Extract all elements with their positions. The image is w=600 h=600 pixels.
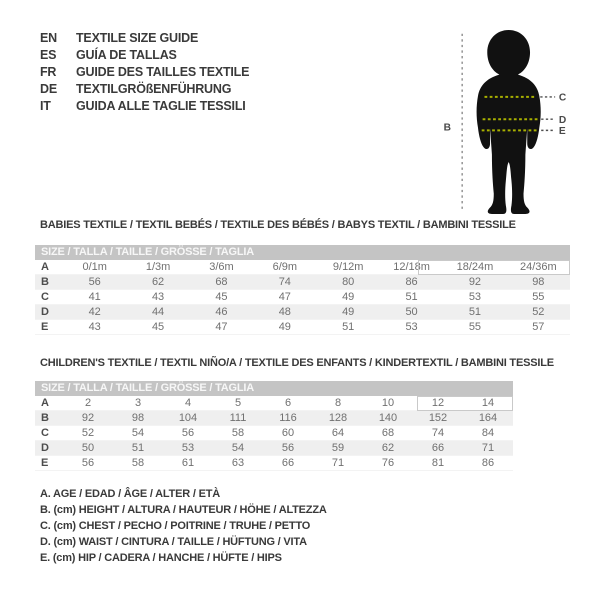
language-code: IT <box>40 99 51 113</box>
size-table-row-e <box>35 456 513 471</box>
size-table-row-d <box>35 441 513 456</box>
size-value-cell: 43 <box>151 291 165 303</box>
size-value-cell: 9/12m <box>332 261 364 273</box>
size-value-cell: 164 <box>478 412 498 424</box>
children-size-table <box>35 381 513 471</box>
size-value-cell: 56 <box>88 276 101 288</box>
size-value-cell: 12/18m <box>393 261 430 273</box>
language-row <box>40 30 249 47</box>
legend-line: E. (cm) HIP / CADERA / HANCHE / HÜFTE / HIPS <box>40 552 282 564</box>
size-value-cell: 49 <box>278 321 291 333</box>
size-value-cell: 0/1m <box>82 261 107 273</box>
size-value-cell: 86 <box>405 276 418 288</box>
language-row <box>40 64 249 81</box>
size-value-cell: 51 <box>405 291 418 303</box>
language-guide-title: GUÍA DE TALLAS <box>76 48 177 62</box>
size-value-cell: 71 <box>331 457 345 469</box>
row-label: D <box>41 306 49 318</box>
children-size-header-bar: SIZE / TALLA / TAILLE / GRÖSSE / TAGLIA <box>35 381 513 396</box>
language-guide-title: GUIDE DES TAILLES TEXTILE <box>76 65 250 79</box>
language-row <box>40 47 249 64</box>
size-value-cell: 54 <box>131 427 145 439</box>
size-value-cell: 62 <box>151 276 165 288</box>
language-row <box>40 81 249 98</box>
size-value-cell: 45 <box>151 321 165 333</box>
size-value-cell: 58 <box>231 427 245 439</box>
size-table-row-b <box>35 275 570 290</box>
size-value-cell: 12 <box>431 397 445 409</box>
size-value-cell: 44 <box>151 306 165 318</box>
babies-size-table <box>35 245 570 335</box>
size-value-cell: 45 <box>215 291 228 303</box>
language-code: EN <box>40 31 57 45</box>
child-silhouette <box>477 30 541 214</box>
size-value-cell: 68 <box>381 427 395 439</box>
row-label: C <box>41 291 49 303</box>
size-value-cell: 98 <box>532 276 545 288</box>
size-value-cell: 47 <box>215 321 228 333</box>
size-table-row-a <box>35 260 570 275</box>
language-guide-title: TEXTILGRÖßENFÜHRUNG <box>76 82 232 96</box>
size-value-cell: 58 <box>131 457 145 469</box>
row-label: B <box>41 276 49 288</box>
size-value-cell: 47 <box>278 291 291 303</box>
size-value-cell: 3 <box>134 397 142 409</box>
size-value-cell: 92 <box>81 412 95 424</box>
size-value-cell: 84 <box>481 427 495 439</box>
size-value-cell: 86 <box>481 457 495 469</box>
size-value-cell: 50 <box>81 442 95 454</box>
row-label: D <box>41 442 49 454</box>
babies-size-header-bar: SIZE / TALLA / TAILLE / GRÖSSE / TAGLIA <box>35 245 570 260</box>
size-value-cell: 128 <box>328 412 348 424</box>
size-value-cell: 10 <box>381 397 395 409</box>
size-value-cell: 2 <box>84 397 92 409</box>
size-value-cell: 116 <box>279 412 297 424</box>
size-value-cell: 51 <box>131 442 145 454</box>
size-value-cell: 43 <box>88 321 101 333</box>
size-value-cell: 92 <box>468 276 482 288</box>
language-guide-title: TEXTILE SIZE GUIDE <box>76 31 199 45</box>
size-value-cell: 42 <box>88 306 101 318</box>
language-guide-title: GUIDA ALLE TAGLIE TESSILI <box>76 99 246 113</box>
size-value-cell: 41 <box>88 291 101 303</box>
hip-label: E <box>558 126 566 138</box>
size-value-cell: 49 <box>342 291 355 303</box>
size-value-cell: 4 <box>184 397 192 409</box>
size-value-cell: 111 <box>229 412 247 424</box>
size-table-row-e <box>35 320 570 335</box>
size-table-row-d <box>35 305 570 320</box>
size-value-cell: 68 <box>215 276 228 288</box>
size-value-cell: 56 <box>181 427 195 439</box>
size-value-cell: 140 <box>378 412 398 424</box>
size-value-cell: 59 <box>331 442 345 454</box>
size-value-cell: 66 <box>281 457 295 469</box>
size-value-cell: 56 <box>81 457 95 469</box>
row-label: E <box>41 321 49 333</box>
size-value-cell: 55 <box>532 291 545 303</box>
size-value-cell: 63 <box>231 457 245 469</box>
size-value-cell: 46 <box>215 306 228 318</box>
row-label: C <box>41 427 49 439</box>
size-table-row-c <box>35 290 570 305</box>
size-value-cell: 61 <box>181 457 195 469</box>
chest-label: C <box>558 92 567 104</box>
language-code: FR <box>40 65 57 79</box>
babies-section-title: BABIES TEXTILE / TEXTIL BEBÉS / TEXTILE DES BÉBÉS / BABYS TEXTIL / BAMBINI TESSILE <box>40 219 516 231</box>
legend-line: D. (cm) WAIST / CINTURA / TAILLE / HÜFTUNG / VITA <box>40 536 307 548</box>
size-value-cell: 14 <box>481 397 495 409</box>
legend-line: A. AGE / EDAD / ÂGE / ALTER / ETÀ <box>40 488 221 500</box>
size-value-cell: 52 <box>532 306 545 318</box>
height-label: B <box>443 122 451 134</box>
size-value-cell: 80 <box>342 276 355 288</box>
language-code: DE <box>40 82 57 96</box>
children-section-title: CHILDREN'S TEXTILE / TEXTIL NIÑO/A / TEXTILE DES ENFANTS / KINDERTEXTIL / BAMBINI TESSILE <box>40 357 554 369</box>
size-value-cell: 54 <box>231 442 245 454</box>
size-value-cell: 74 <box>278 276 291 288</box>
size-value-cell: 98 <box>131 412 145 424</box>
language-row <box>40 98 249 115</box>
size-value-cell: 24/36m <box>519 261 557 273</box>
size-value-cell: 66 <box>431 442 445 454</box>
children-table <box>35 396 513 471</box>
size-value-cell: 50 <box>405 306 418 318</box>
size-value-cell: 52 <box>81 427 95 439</box>
language-code: ES <box>40 48 57 62</box>
language-list <box>40 30 249 115</box>
size-value-cell: 53 <box>468 291 482 303</box>
row-label: E <box>41 457 49 469</box>
size-value-cell: 5 <box>234 397 242 409</box>
size-value-cell: 51 <box>468 306 482 318</box>
size-value-cell: 152 <box>428 412 448 424</box>
waist-label: D <box>558 114 567 126</box>
child-measurement-figure <box>438 24 570 220</box>
measurement-legend <box>40 486 327 566</box>
size-value-cell: 64 <box>331 427 345 439</box>
size-value-cell: 104 <box>178 412 198 424</box>
size-value-cell: 48 <box>278 306 291 318</box>
size-value-cell: 71 <box>481 442 495 454</box>
size-value-cell: 18/24m <box>456 261 494 273</box>
size-value-cell: 8 <box>334 397 342 409</box>
legend-line: C. (cm) CHEST / PECHO / POITRINE / TRUHE / PETTO <box>40 520 311 532</box>
size-value-cell: 51 <box>342 321 355 333</box>
size-value-cell: 53 <box>405 321 418 333</box>
size-value-cell: 74 <box>431 427 445 439</box>
size-value-cell: 60 <box>281 427 295 439</box>
size-table-row-a <box>35 396 513 411</box>
size-value-cell: 55 <box>468 321 482 333</box>
size-value-cell: 76 <box>381 457 395 469</box>
size-value-cell: 49 <box>342 306 355 318</box>
size-value-cell: 56 <box>281 442 295 454</box>
size-value-cell: 81 <box>431 457 445 469</box>
size-table-row-c <box>35 426 513 441</box>
row-label: A <box>41 397 49 409</box>
row-label: B <box>41 412 49 424</box>
size-value-cell: 53 <box>181 442 195 454</box>
size-value-cell: 3/6m <box>209 261 234 273</box>
size-value-cell: 6/9m <box>272 261 298 273</box>
babies-table <box>35 260 570 335</box>
legend-line: B. (cm) HEIGHT / ALTURA / HAUTEUR / HÖHE / ALTEZZA <box>40 504 327 516</box>
size-value-cell: 57 <box>532 321 545 333</box>
size-value-cell: 6 <box>284 397 292 409</box>
size-value-cell: 62 <box>381 442 395 454</box>
row-label: A <box>41 261 49 273</box>
size-value-cell: 1/3m <box>145 261 171 273</box>
size-table-row-b <box>35 411 513 426</box>
